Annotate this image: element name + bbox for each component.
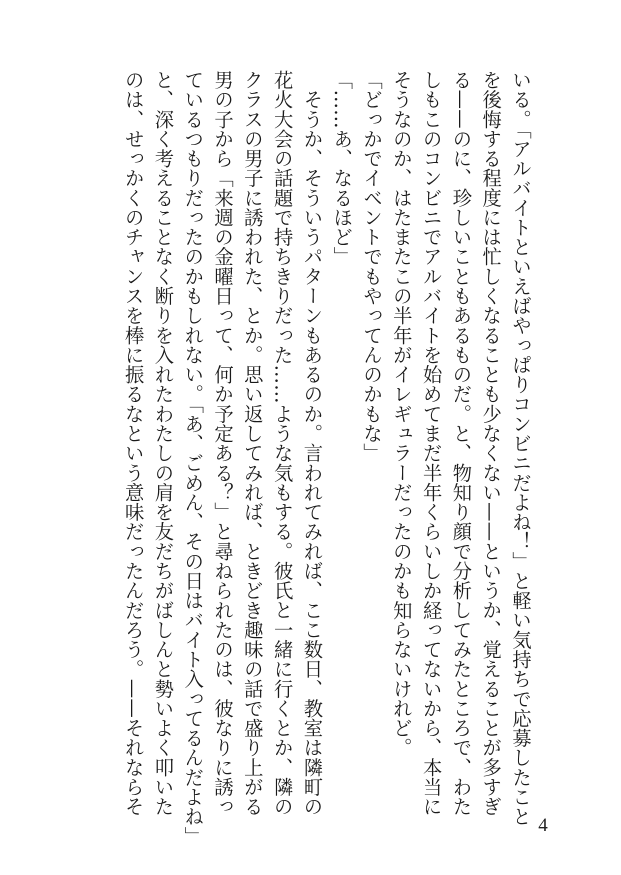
page-number: 4 (538, 815, 548, 836)
text-line: 「……あ、なるほど」 (330, 70, 354, 267)
text-line: そうなのか、はたまたこの半年がイレギュラーだったのかも知らないけれど。 (389, 70, 413, 758)
text-line: を後悔する程度には忙しくなることも少なくない——というか、覚えることが多すぎ (479, 70, 503, 817)
text-line: しもこのコンビニでアルバイトを始めてまだ半年くらいしか経ってないから、本当に (419, 70, 443, 817)
text-line: クラスの男子に誘われた、とか。思い返してみれば、ときどき趣味の話で盛り上がる (240, 70, 264, 817)
text-line: 「どっかでイベントでもやってんのかもな」 (360, 70, 384, 463)
text-line: ているつもりだったのかもしれない。「あ、ごめん、その日はバイト入ってるんだよね」 (181, 70, 205, 846)
text-line: いる。「アルバイトといえばやっぱりコンビニだよね！」と軽い気持ちで応募したこと (509, 70, 532, 827)
text-line: る——のに、珍しいこともあるものだ。と、物知り顔で分析してみたところで、わた (449, 70, 473, 817)
text-line: そうか、そういうパターンもあるのか。言われてみれば、ここ数日、教室は隣町の (300, 70, 324, 817)
text-line: 花火大会の話題で持ちきりだった……ような気もする。彼氏と一緒に行くとか、隣の (270, 70, 294, 817)
text-line: のは、せっかくのチャンスを棒に振るなという意味だったんだろう。——それならそ (121, 70, 145, 817)
vertical-text-body (118, 70, 535, 846)
text-line: 男の子から「来週の金曜日って、何か予定ある？」と尋ねられたのは、彼なりに誘っ (211, 70, 235, 817)
text-line: と、深く考えることなく断りを入れたわたしの肩を友だちがばしんと勢いよく叩いた (151, 70, 175, 817)
